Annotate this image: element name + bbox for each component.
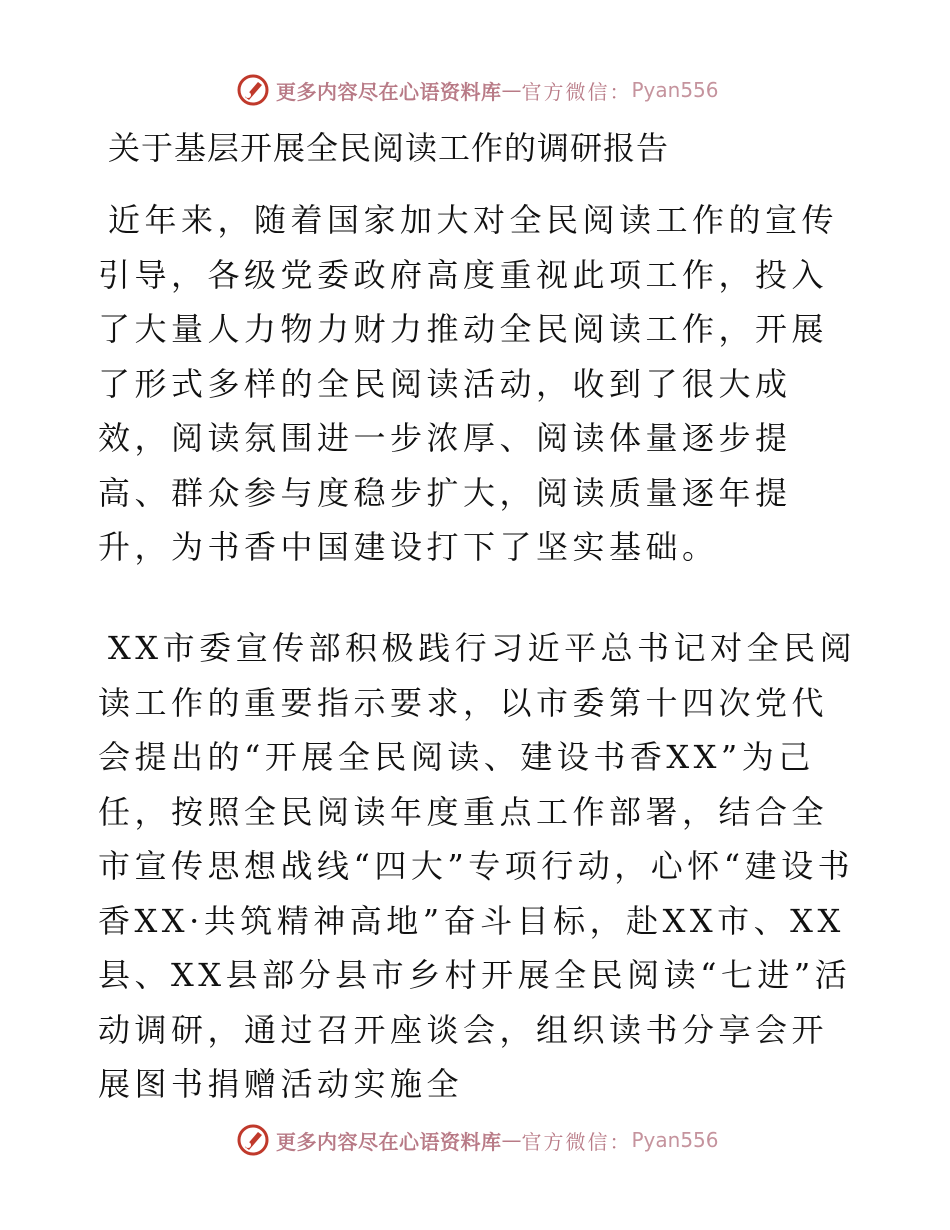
watermark-wechat-label: 官方微信：	[521, 79, 632, 104]
body-paragraph: XX市委宣传部积极践行习近平总书记对全民阅读工作的重要指示要求，以市委第十四次党代会提出的“开展全民阅读、建设书香XX”为己任，按照全民阅读年度重点工作部署，结合全市宣传思想战线“四大”专项行动，心怀“建设书香XX·共筑精神高地”奋斗目标，赴XX市、XX县、XX县部分县市乡村开展全民阅读“七进”活动调研，通过召开座谈会，组织读书分享会开展图书捐赠活动实施全	[98, 629, 857, 1103]
watermark-wechat-id: Pyan556	[631, 1128, 719, 1152]
watermark-wechat-id: Pyan556	[631, 78, 719, 102]
document-title: 关于基层开展全民阅读工作的调研报告	[108, 129, 670, 167]
brand-logo-icon	[236, 1123, 270, 1157]
watermark-dash: —	[501, 1128, 522, 1152]
watermark-footer	[236, 1122, 719, 1158]
watermark-text: 更多内容尽在心语资料库	[276, 1129, 502, 1154]
watermark-text: 更多内容尽在心语资料库	[276, 79, 502, 104]
watermark-header	[236, 72, 719, 108]
watermark-wechat-label: 官方微信：	[521, 1129, 632, 1154]
brand-logo-icon	[236, 73, 270, 107]
watermark-dash: —	[501, 78, 522, 102]
body-paragraph: 近年来，随着国家加大对全民阅读工作的宣传引导，各级党委政府高度重视此项工作，投入了大量人力物力财力推动全民阅读工作，开展了形式多样的全民阅读活动，收到了很大成效，阅读氛围进一步浓厚、阅读体量逐步提高、群众参与度稳步扩大，阅读质量逐年提升，为书香中国建设打下了坚实基础。	[98, 201, 839, 566]
